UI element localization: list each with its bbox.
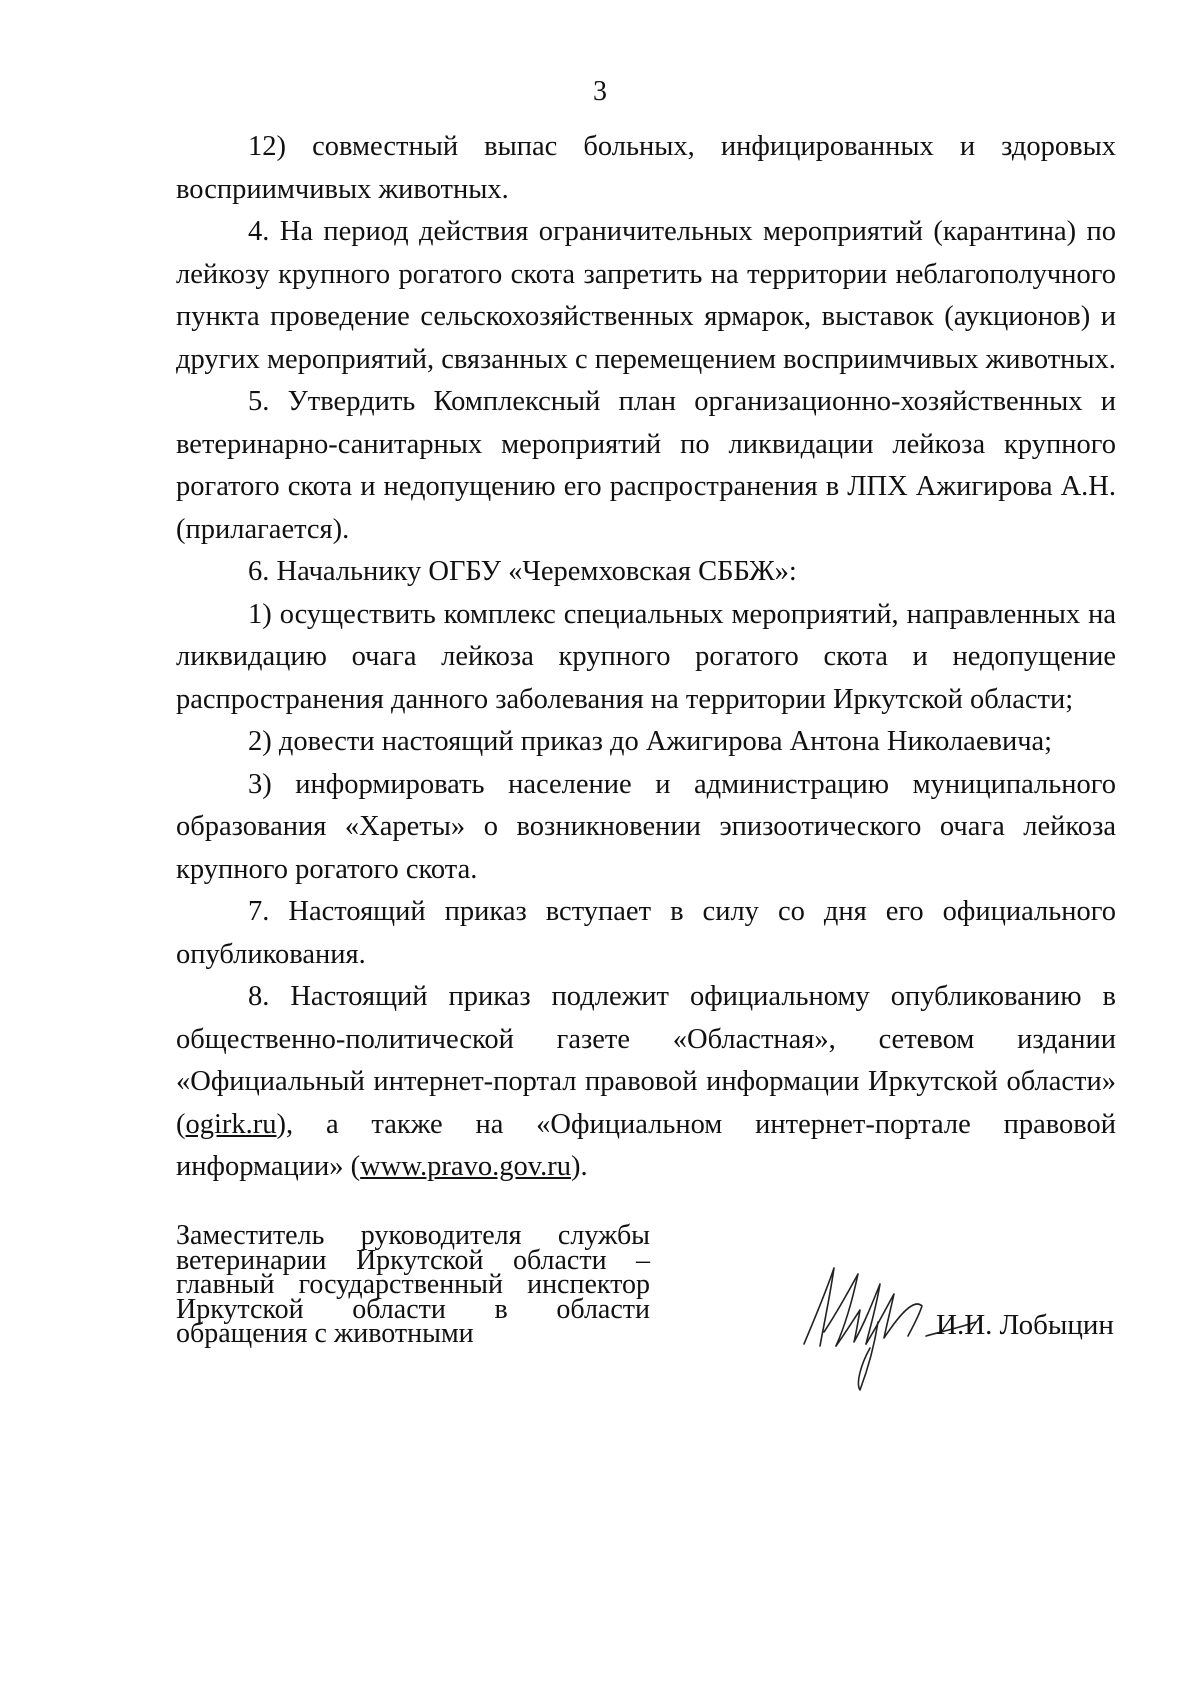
paragraph-7: 7. Настоящий приказ вступает в силу со дня его официального опубликования. (176, 896, 1116, 970)
paragraph-5: 5. Утвердить Комплексный план организационно-хозяйственных и ветеринарно-санитарных мероприятий по ликвидации лейкоза крупного рогатого скота и недопущению его распространения в ЛПХ Ажигирова А.Н. (прилагается). (176, 386, 1116, 545)
position-line: обращения с животными (176, 1318, 474, 1349)
document-body (176, 126, 1116, 1189)
paragraph-8-text-middle: ), а также на «Официальном интернет-портале правовой информации» ( (176, 1108, 1116, 1182)
paragraph-6-2: 2) довести настоящий приказ до Ажигирова Антона Николаевича; (248, 726, 1053, 757)
paragraph-8 (176, 976, 1116, 1189)
paragraph-4: 4. На период действия ограничительных мероприятий (карантина) по лейкозу крупного рогатого скота запретить на территории неблагополучного пункта проведение сельскохозяйственных ярмарок, выставок (аукционов) и других мероприятий, связанных с перемещением восприимчивых животных. (176, 216, 1116, 375)
paragraph-8-text-end: ). (570, 1151, 588, 1182)
paragraph-8-text-start: 8. Настоящий приказ подлежит официальному опубликованию в общественно-политической газете «Областная», сетевом издании «Официальный интернет-портал правовой информации Иркутской области» ( (176, 981, 1116, 1140)
position-line: Иркутской области в области (176, 1293, 650, 1325)
page-number: 3 (593, 76, 607, 107)
signatory-name: И.И. Лобыцин (936, 1309, 1114, 1341)
paragraph-6: 6. Начальнику ОГБУ «Черемховская СББЖ»: (248, 556, 797, 587)
pravo-gov-link[interactable]: www.pravo.gov.ru (360, 1151, 571, 1182)
paragraph-6-3: 3) информировать население и администрацию муниципального образования «Хареты» о возникновении эпизоотического очага лейкоза крупного рогатого скота. (176, 768, 1116, 885)
signatory-position (176, 1220, 650, 1349)
position-line: ветеринарии Иркутской области – (176, 1244, 650, 1276)
paragraph-6-1: 1) осуществить комплекс специальных мероприятий, направленных на ликвидацию очага лейкоза крупного рогатого скота и недопущение распространения данного заболевания на территории Иркутской области; (176, 598, 1116, 715)
ogirk-link[interactable]: ogirk.ru (185, 1108, 277, 1140)
position-line: главный государственный инспектор (176, 1269, 650, 1300)
position-line: Заместитель руководителя службы (176, 1220, 650, 1251)
paragraph-12: 12) совместный выпас больных, инфицированных и здоровых восприимчивых животных. (176, 131, 1116, 205)
